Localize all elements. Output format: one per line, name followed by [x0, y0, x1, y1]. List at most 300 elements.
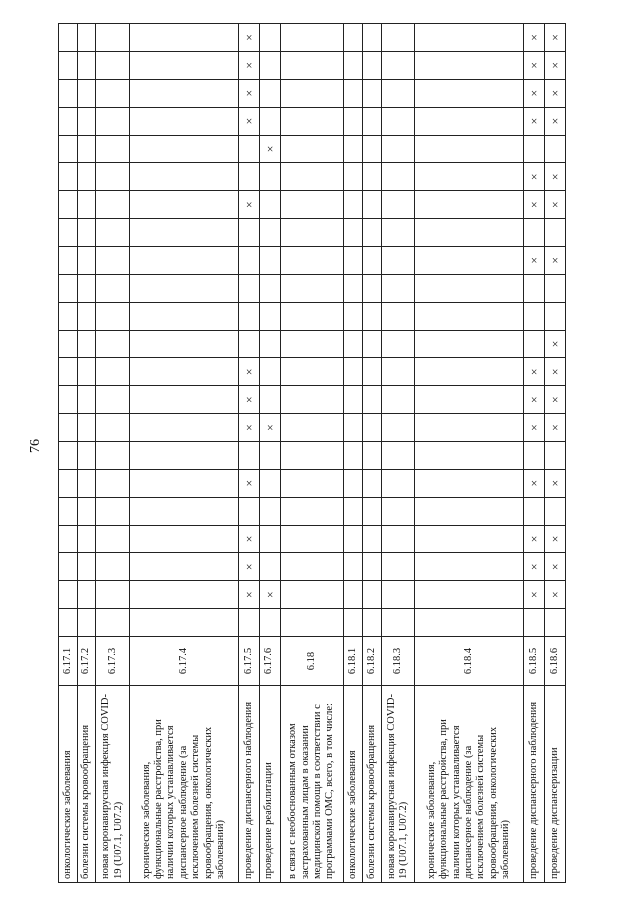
mark-cell [280, 107, 344, 135]
mark-cell [344, 79, 363, 107]
mark-cell [415, 163, 524, 191]
mark-cell [363, 553, 382, 581]
row-code: 6.17.1 [59, 637, 78, 686]
mark-cell [363, 525, 382, 553]
mark-cell [524, 274, 545, 302]
mark-cell: × [545, 163, 566, 191]
mark-cell [59, 609, 78, 637]
mark-cell [130, 330, 239, 358]
mark-cell [381, 441, 415, 469]
mark-cell [77, 302, 96, 330]
mark-cell: × [545, 358, 566, 386]
mark-cell [524, 302, 545, 330]
mark-cell [96, 191, 130, 219]
mark-cell [363, 107, 382, 135]
mark-cell [381, 414, 415, 442]
mark-cell [363, 24, 382, 52]
mark-cell [381, 79, 415, 107]
mark-cell [259, 469, 280, 497]
mark-cell [381, 51, 415, 79]
mark-cell [130, 553, 239, 581]
row-code: 6.18.4 [415, 637, 524, 686]
mark-cell [363, 135, 382, 163]
mark-cell [259, 525, 280, 553]
mark-cell: × [545, 525, 566, 553]
mark-cell: × [545, 51, 566, 79]
row-label: хронические заболевания, функциональные расстройства, при наличии которых устанавливается диспансерное наблюдение (за исключением болезней системы кровообращения, онкологических заболеваний) [130, 686, 239, 883]
table-row [77, 24, 96, 883]
mark-cell [130, 358, 239, 386]
mark-cell [77, 246, 96, 274]
mark-cell [415, 107, 524, 135]
mark-cell [77, 330, 96, 358]
mark-cell [238, 135, 259, 163]
mark-cell [280, 135, 344, 163]
mark-cell [344, 330, 363, 358]
mark-cell [96, 581, 130, 609]
mark-cell [259, 79, 280, 107]
mark-cell [59, 414, 78, 442]
mark-cell [280, 219, 344, 247]
rotated-table-wrapper [58, 23, 566, 883]
row-code: 6.17.5 [238, 637, 259, 686]
mark-cell [381, 609, 415, 637]
mark-cell [77, 386, 96, 414]
mark-cell: × [524, 414, 545, 442]
row-code: 6.18.1 [344, 637, 363, 686]
mark-cell: × [545, 414, 566, 442]
mark-cell [130, 51, 239, 79]
mark-cell [280, 330, 344, 358]
mark-cell [96, 469, 130, 497]
table-row [238, 24, 259, 883]
mark-cell [59, 302, 78, 330]
mark-cell [344, 609, 363, 637]
mark-cell [96, 553, 130, 581]
mark-cell [130, 581, 239, 609]
mark-cell [259, 330, 280, 358]
mark-cell: × [545, 386, 566, 414]
mark-cell [130, 414, 239, 442]
mark-cell [259, 553, 280, 581]
mark-cell [59, 330, 78, 358]
mark-cell: × [524, 107, 545, 135]
mark-cell: × [238, 191, 259, 219]
mark-cell [59, 79, 78, 107]
mark-cell [59, 163, 78, 191]
mark-cell [259, 441, 280, 469]
mark-cell [238, 497, 259, 525]
mark-cell [344, 414, 363, 442]
mark-cell [280, 79, 344, 107]
mark-cell [130, 497, 239, 525]
mark-cell [259, 107, 280, 135]
table-row [363, 24, 382, 883]
mark-cell [96, 135, 130, 163]
mark-cell [280, 386, 344, 414]
mark-cell [77, 414, 96, 442]
mark-cell [381, 553, 415, 581]
mark-cell: × [259, 135, 280, 163]
mark-cell [545, 135, 566, 163]
mark-cell [381, 525, 415, 553]
mark-cell [363, 219, 382, 247]
mark-cell [130, 246, 239, 274]
mark-cell [59, 441, 78, 469]
mark-cell: × [545, 24, 566, 52]
mark-cell [77, 79, 96, 107]
mark-cell [524, 219, 545, 247]
mark-cell [77, 191, 96, 219]
mark-cell [259, 246, 280, 274]
mark-cell [344, 191, 363, 219]
mark-cell: × [524, 386, 545, 414]
mark-cell [280, 581, 344, 609]
table-row [96, 24, 130, 883]
mark-cell [77, 219, 96, 247]
mark-cell [130, 441, 239, 469]
mark-cell [415, 302, 524, 330]
mark-cell [77, 497, 96, 525]
mark-cell [280, 302, 344, 330]
mark-cell [238, 609, 259, 637]
mark-cell [130, 469, 239, 497]
table-row [524, 24, 545, 883]
mark-cell [59, 246, 78, 274]
mark-cell [415, 497, 524, 525]
mark-cell: × [238, 525, 259, 553]
mark-cell [77, 441, 96, 469]
mark-cell [415, 274, 524, 302]
mark-cell [77, 358, 96, 386]
mark-cell [381, 135, 415, 163]
mark-cell [77, 609, 96, 637]
mark-cell [381, 24, 415, 52]
mark-cell [344, 51, 363, 79]
mark-cell [259, 219, 280, 247]
mark-cell [415, 79, 524, 107]
mark-cell: × [545, 191, 566, 219]
mark-cell [77, 581, 96, 609]
mark-cell [59, 135, 78, 163]
mark-cell [130, 135, 239, 163]
mark-cell [381, 246, 415, 274]
mark-cell: × [238, 51, 259, 79]
mark-cell [59, 358, 78, 386]
mark-cell: × [545, 553, 566, 581]
reporting-table [58, 23, 566, 883]
mark-cell: × [545, 107, 566, 135]
mark-cell [96, 497, 130, 525]
mark-cell [259, 163, 280, 191]
mark-cell [545, 274, 566, 302]
mark-cell [280, 553, 344, 581]
mark-cell [415, 609, 524, 637]
mark-cell [77, 24, 96, 52]
mark-cell [259, 386, 280, 414]
table-body [59, 24, 566, 883]
mark-cell [415, 135, 524, 163]
row-code: 6.18.3 [381, 637, 415, 686]
mark-cell [363, 79, 382, 107]
mark-cell [344, 386, 363, 414]
mark-cell [344, 24, 363, 52]
mark-cell [280, 24, 344, 52]
mark-cell [130, 191, 239, 219]
mark-cell [363, 581, 382, 609]
mark-cell [59, 51, 78, 79]
mark-cell [96, 107, 130, 135]
row-label: в связи с необоснованным отказом застрахованным лицам в оказании медицинской помощи в соответствии с программами ОМС, всего, в том числе: [280, 686, 344, 883]
mark-cell [59, 581, 78, 609]
mark-cell [259, 191, 280, 219]
mark-cell [130, 163, 239, 191]
row-code: 6.18.6 [545, 637, 566, 686]
mark-cell [77, 469, 96, 497]
mark-cell [59, 469, 78, 497]
table-row [344, 24, 363, 883]
mark-cell: × [524, 24, 545, 52]
row-code: 6.18 [280, 637, 344, 686]
mark-cell [59, 274, 78, 302]
row-label: болезни системы кровообращения [363, 686, 382, 883]
mark-cell [363, 358, 382, 386]
mark-cell [363, 274, 382, 302]
mark-cell [280, 246, 344, 274]
mark-cell [415, 246, 524, 274]
mark-cell [381, 497, 415, 525]
mark-cell [77, 553, 96, 581]
mark-cell [415, 24, 524, 52]
mark-cell [238, 274, 259, 302]
row-label: онкологические заболевания [59, 686, 78, 883]
row-code: 6.17.4 [130, 637, 239, 686]
mark-cell [415, 330, 524, 358]
mark-cell [344, 219, 363, 247]
mark-cell: × [238, 469, 259, 497]
mark-cell [381, 330, 415, 358]
row-label: онкологические заболевания [344, 686, 363, 883]
row-code: 6.18.5 [524, 637, 545, 686]
mark-cell [77, 525, 96, 553]
mark-cell: × [545, 469, 566, 497]
mark-cell [381, 302, 415, 330]
table-row [545, 24, 566, 883]
mark-cell [363, 246, 382, 274]
mark-cell [545, 302, 566, 330]
mark-cell [415, 469, 524, 497]
mark-cell [130, 525, 239, 553]
mark-cell [259, 497, 280, 525]
mark-cell: × [524, 246, 545, 274]
table-row [259, 24, 280, 883]
mark-cell [524, 497, 545, 525]
mark-cell [363, 330, 382, 358]
mark-cell [59, 191, 78, 219]
mark-cell [363, 497, 382, 525]
mark-cell: × [524, 191, 545, 219]
mark-cell [545, 441, 566, 469]
mark-cell [96, 414, 130, 442]
mark-cell [363, 51, 382, 79]
mark-cell [381, 219, 415, 247]
mark-cell [77, 51, 96, 79]
row-code: 6.17.3 [96, 637, 130, 686]
mark-cell: × [524, 358, 545, 386]
mark-cell [96, 163, 130, 191]
mark-cell: × [238, 414, 259, 442]
mark-cell [259, 609, 280, 637]
row-code: 6.17.6 [259, 637, 280, 686]
mark-cell [344, 302, 363, 330]
mark-cell [96, 246, 130, 274]
mark-cell: × [545, 581, 566, 609]
mark-cell: × [238, 553, 259, 581]
mark-cell: × [545, 79, 566, 107]
mark-cell [259, 51, 280, 79]
mark-cell [381, 386, 415, 414]
mark-cell [96, 302, 130, 330]
mark-cell [344, 107, 363, 135]
mark-cell [96, 441, 130, 469]
mark-cell [344, 525, 363, 553]
mark-cell [238, 219, 259, 247]
mark-cell [59, 107, 78, 135]
mark-cell [130, 609, 239, 637]
mark-cell [415, 358, 524, 386]
mark-cell: × [238, 581, 259, 609]
mark-cell: × [524, 51, 545, 79]
mark-cell [96, 330, 130, 358]
mark-cell [238, 302, 259, 330]
mark-cell [381, 163, 415, 191]
mark-cell [363, 191, 382, 219]
mark-cell [96, 219, 130, 247]
mark-cell [280, 358, 344, 386]
mark-cell [344, 553, 363, 581]
mark-cell [130, 79, 239, 107]
mark-cell [280, 525, 344, 553]
mark-cell [363, 386, 382, 414]
mark-cell [259, 24, 280, 52]
mark-cell: × [545, 330, 566, 358]
row-code: 6.18.2 [363, 637, 382, 686]
mark-cell [381, 274, 415, 302]
mark-cell [77, 107, 96, 135]
table-row [130, 24, 239, 883]
mark-cell: × [238, 358, 259, 386]
table-row [280, 24, 344, 883]
mark-cell [130, 274, 239, 302]
mark-cell [381, 107, 415, 135]
mark-cell [59, 219, 78, 247]
mark-cell [415, 191, 524, 219]
mark-cell [259, 274, 280, 302]
mark-cell [59, 386, 78, 414]
mark-cell [381, 191, 415, 219]
mark-cell [524, 330, 545, 358]
mark-cell [280, 609, 344, 637]
mark-cell [344, 163, 363, 191]
row-label: новая коронавирусная инфекция COVID-19 (U07.1, U07.2) [96, 686, 130, 883]
mark-cell [130, 386, 239, 414]
mark-cell [415, 414, 524, 442]
mark-cell [130, 302, 239, 330]
mark-cell [344, 469, 363, 497]
mark-cell [59, 525, 78, 553]
page-number: 76 [28, 439, 43, 453]
mark-cell [280, 274, 344, 302]
mark-cell: × [259, 581, 280, 609]
mark-cell [524, 135, 545, 163]
row-label: проведение реабилитации [259, 686, 280, 883]
mark-cell [363, 163, 382, 191]
mark-cell [545, 219, 566, 247]
mark-cell: × [524, 79, 545, 107]
mark-cell: × [238, 79, 259, 107]
mark-cell: × [238, 24, 259, 52]
mark-cell [96, 358, 130, 386]
mark-cell: × [259, 414, 280, 442]
mark-cell [415, 581, 524, 609]
row-label: хронические заболевания, функциональные расстройства, при наличии которых устанавливается диспансерное наблюдение (за исключением болезней системы кровообращения, онкологических заболеваний) [415, 686, 524, 883]
mark-cell [344, 358, 363, 386]
mark-cell [280, 51, 344, 79]
mark-cell [96, 525, 130, 553]
mark-cell [130, 107, 239, 135]
mark-cell [259, 302, 280, 330]
mark-cell: × [238, 386, 259, 414]
mark-cell [259, 358, 280, 386]
mark-cell [415, 219, 524, 247]
mark-cell [280, 414, 344, 442]
row-code: 6.17.2 [77, 637, 96, 686]
mark-cell [344, 274, 363, 302]
table-row [59, 24, 78, 883]
mark-cell [59, 497, 78, 525]
mark-cell [96, 609, 130, 637]
mark-cell: × [238, 107, 259, 135]
mark-cell [96, 79, 130, 107]
row-label: проведение диспансерного наблюдения [524, 686, 545, 883]
mark-cell [59, 553, 78, 581]
mark-cell [130, 219, 239, 247]
mark-cell [363, 609, 382, 637]
mark-cell [96, 386, 130, 414]
mark-cell [344, 441, 363, 469]
mark-cell [280, 469, 344, 497]
mark-cell [545, 609, 566, 637]
mark-cell [280, 163, 344, 191]
mark-cell [381, 469, 415, 497]
row-label: новая коронавирусная инфекция COVID-19 (U07.1, U07.2) [381, 686, 415, 883]
mark-cell [363, 302, 382, 330]
mark-cell [363, 414, 382, 442]
mark-cell [524, 609, 545, 637]
mark-cell [415, 386, 524, 414]
mark-cell [415, 525, 524, 553]
mark-cell [344, 581, 363, 609]
mark-cell [280, 497, 344, 525]
row-label: проведение диспансерного наблюдения [238, 686, 259, 883]
mark-cell [238, 163, 259, 191]
mark-cell [96, 51, 130, 79]
mark-cell [280, 191, 344, 219]
mark-cell: × [545, 246, 566, 274]
mark-cell [344, 135, 363, 163]
mark-cell [96, 274, 130, 302]
table-row [415, 24, 524, 883]
